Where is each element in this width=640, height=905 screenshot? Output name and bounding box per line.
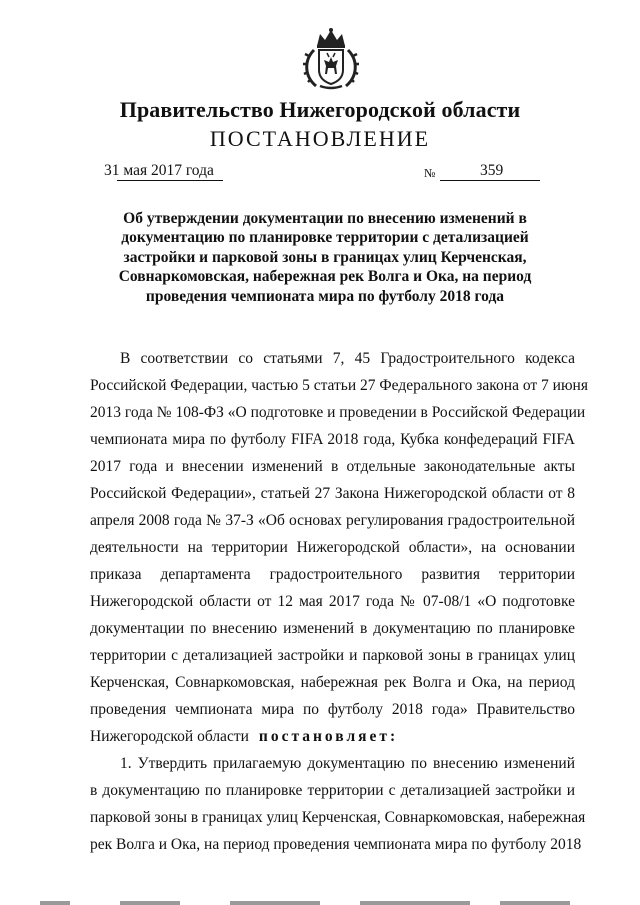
number-sign: № bbox=[424, 166, 436, 180]
subject-line: Об утверждении документации по внесению изменений в bbox=[123, 210, 527, 227]
scan-artifact bbox=[230, 901, 320, 905]
body-line: приказа департамента градостроительного развития территории bbox=[90, 566, 575, 583]
body-line-decree bbox=[90, 727, 575, 747]
body-line: парковой зоны в границах улиц Керченская, Совнаркомовская, набережная bbox=[90, 809, 586, 826]
body-line: рек Волга и Ока, на период проведения чемпионата мира по футболу 2018 bbox=[90, 836, 582, 853]
body-line: территории с детализацией застройки и парковой зоны в границах улиц bbox=[90, 647, 575, 664]
body-line: в документацию по планировке территории с детализацией застройки и bbox=[90, 782, 575, 799]
scan-artifact bbox=[500, 901, 570, 905]
body-line: деятельности на территории Нижегородской области», на основании bbox=[90, 539, 575, 556]
body-line: Нижегородской области от 12 мая 2017 года № 07-08/1 «О подготовке bbox=[90, 593, 575, 610]
body-line: апреля 2008 года № 37-З «Об основах регулирования градостроительной bbox=[90, 512, 575, 529]
subject-line: Совнаркомовская, набережная рек Волга и Ока, на период bbox=[118, 268, 532, 286]
document-date: 31 мая 2017 года bbox=[104, 162, 214, 179]
government-title: Правительство Нижегородской области bbox=[119, 97, 521, 122]
scan-artifact bbox=[40, 901, 70, 905]
numbered-clause: 1. Утвердить прилагаемую документацию по внесению изменений bbox=[120, 755, 575, 772]
body-line: проведения чемпионата мира по футболу 2018 года» Правительство bbox=[90, 701, 575, 718]
decree-word: постановляет: bbox=[258, 728, 399, 745]
subject-line: документацию по планировке территории с детализацией bbox=[121, 229, 529, 247]
coat-of-arms-icon bbox=[300, 26, 362, 92]
date-underline bbox=[117, 180, 223, 181]
subject-line: застройки и парковой зоны в границах улиц Керченская, bbox=[123, 248, 527, 266]
body-line: 2013 года № 108-ФЗ «О подготовке и проведении в Российской Федерации bbox=[90, 404, 586, 421]
document-number: 359 bbox=[480, 162, 504, 179]
body-line: чемпионата мира по футболу FIFA 2018 года, Кубка конфедераций FIFA bbox=[90, 431, 575, 448]
subject-line: проведения чемпионата мира по футболу 2018 года bbox=[145, 287, 505, 305]
number-underline bbox=[440, 180, 540, 181]
body-line: 2017 года и внесении изменений в отдельные законодательные акты bbox=[90, 458, 575, 475]
body-line: В соответствии со статьями 7, 45 Градостроительного кодекса bbox=[120, 350, 575, 367]
scan-artifact bbox=[120, 901, 180, 905]
scan-artifact bbox=[360, 901, 470, 905]
document-type-heading: ПОСТАНОВЛЕНИЕ bbox=[209, 126, 431, 151]
body-line: Российской Федерации, частью 5 статьи 27 Федерального закона от 7 июня bbox=[90, 377, 588, 394]
body-line: документации по внесению изменений в документацию по планировке bbox=[90, 620, 575, 637]
body-line-text: Нижегородской области bbox=[90, 728, 249, 745]
document-subject bbox=[110, 209, 540, 306]
body-line: Керченская, Совнаркомовская, набережная рек Волга и Ока, на период bbox=[90, 674, 575, 691]
body-line: Российской Федерации», статьей 27 Закона Нижегородской области от 8 bbox=[90, 485, 575, 502]
